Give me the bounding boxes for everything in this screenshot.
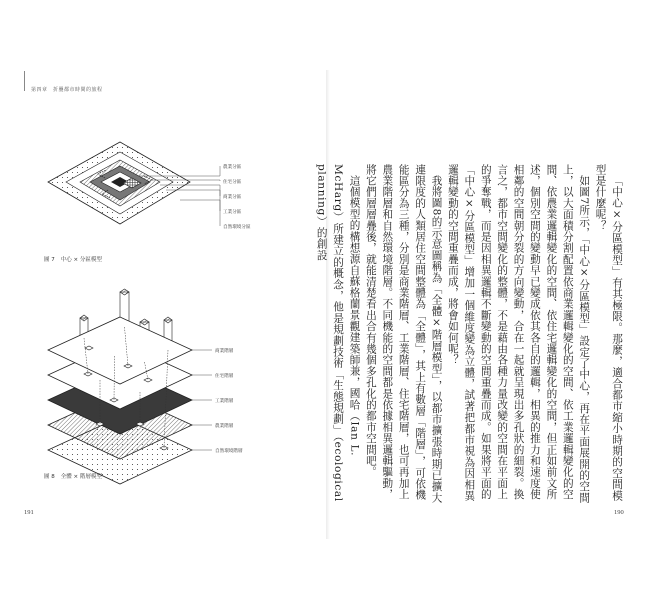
figure-7-number: 圖 7 [44, 257, 55, 263]
fig7-label-commercial: 商業分區 [223, 195, 242, 200]
zones-diamond [48, 142, 190, 224]
figure-8-number: 圖 8 [44, 474, 55, 480]
running-header: 第四章 折疊都市時間的旅程 [31, 87, 103, 93]
header-rule [24, 71, 25, 91]
figure-8-diagram [40, 282, 280, 492]
fig8-label-residential: 住宅階層 [215, 374, 234, 379]
fig7-label-nature: 自然環境分區 [223, 225, 251, 230]
figure-7-diagram [40, 130, 280, 260]
page-number-left: 191 [24, 509, 34, 516]
fig7-label-industrial: 工業分區 [223, 210, 242, 215]
figure-7-title: 中心 × 分區模型 [60, 257, 102, 263]
paragraph-4: 這個模型的構想源自蘇格蘭景觀建築師兼，國哈（Ian L. McHarg）所建立的概念，他是規劃技術「生態規劃」（ecological planning）的創設 [315, 164, 361, 502]
paragraph-2: 如圖7所示，「中心×分區模型」設定了中心，再在平面展開的空間上，以大面積分割配置依商業邏輯變化的空間、依工業邏輯變化的空間、依農業邏輯變化的空間、依住宅邏輯變化的空間，但正如前文所述，個別空間的變動早已變成依其各自的邏輯，相異的推力和速度使相鄰的空間朝分裂的方向變動，合在一起就呈現出多孔狀的細裂。換言之，都市空間變化的整體，不是藉由各種力量改變的空間在平面上的爭奪戰，而是因相異邏輯不斷變動的空間重疊而成。如果將平面的「中心×分區模型」增加一個維度變為立體，試著把都市視為因相異邏輯變動的空間重疊而成，將會如何呢？ [446, 164, 591, 503]
paragraph-3: 我將圖8的示意圖稱為「全體×階層模型」，以都市擴張時期已擴大連限度的人類居住空間整體為「全體」，其上有數層「階層」，可依機能區分為三種，分別是商業階層、工業階層、住宅階層，也可再加上農業階層和自然環境階層。不同機能的空間都是依據相異邏輯驅動，將它們層層疊後，就能清楚看出合有幾個多孔化的都市空間吧。 [364, 164, 443, 503]
fig8-label-agriculture: 農業階層 [215, 424, 234, 429]
figure-8-caption [44, 472, 102, 480]
figure-8-title: 全體 × 階層模型 [60, 474, 102, 480]
body-text [315, 164, 625, 509]
paragraph-1: 「中心×分區模型」有其極限。那麼，適合都市縮小時期的空間模型是什麼呢？ [594, 164, 623, 501]
fig8-label-industrial: 工業階層 [215, 399, 234, 404]
figure-7-caption [44, 255, 102, 263]
page-number-right: 190 [614, 509, 624, 516]
fig8-label-nature: 自然環境階層 [215, 449, 243, 454]
fig8-label-commercial: 商業階層 [215, 349, 234, 354]
figure-8-leaders [192, 350, 212, 450]
fig7-label-agriculture: 農業分區 [223, 165, 242, 170]
fig7-label-residential: 住宅分區 [223, 180, 242, 185]
